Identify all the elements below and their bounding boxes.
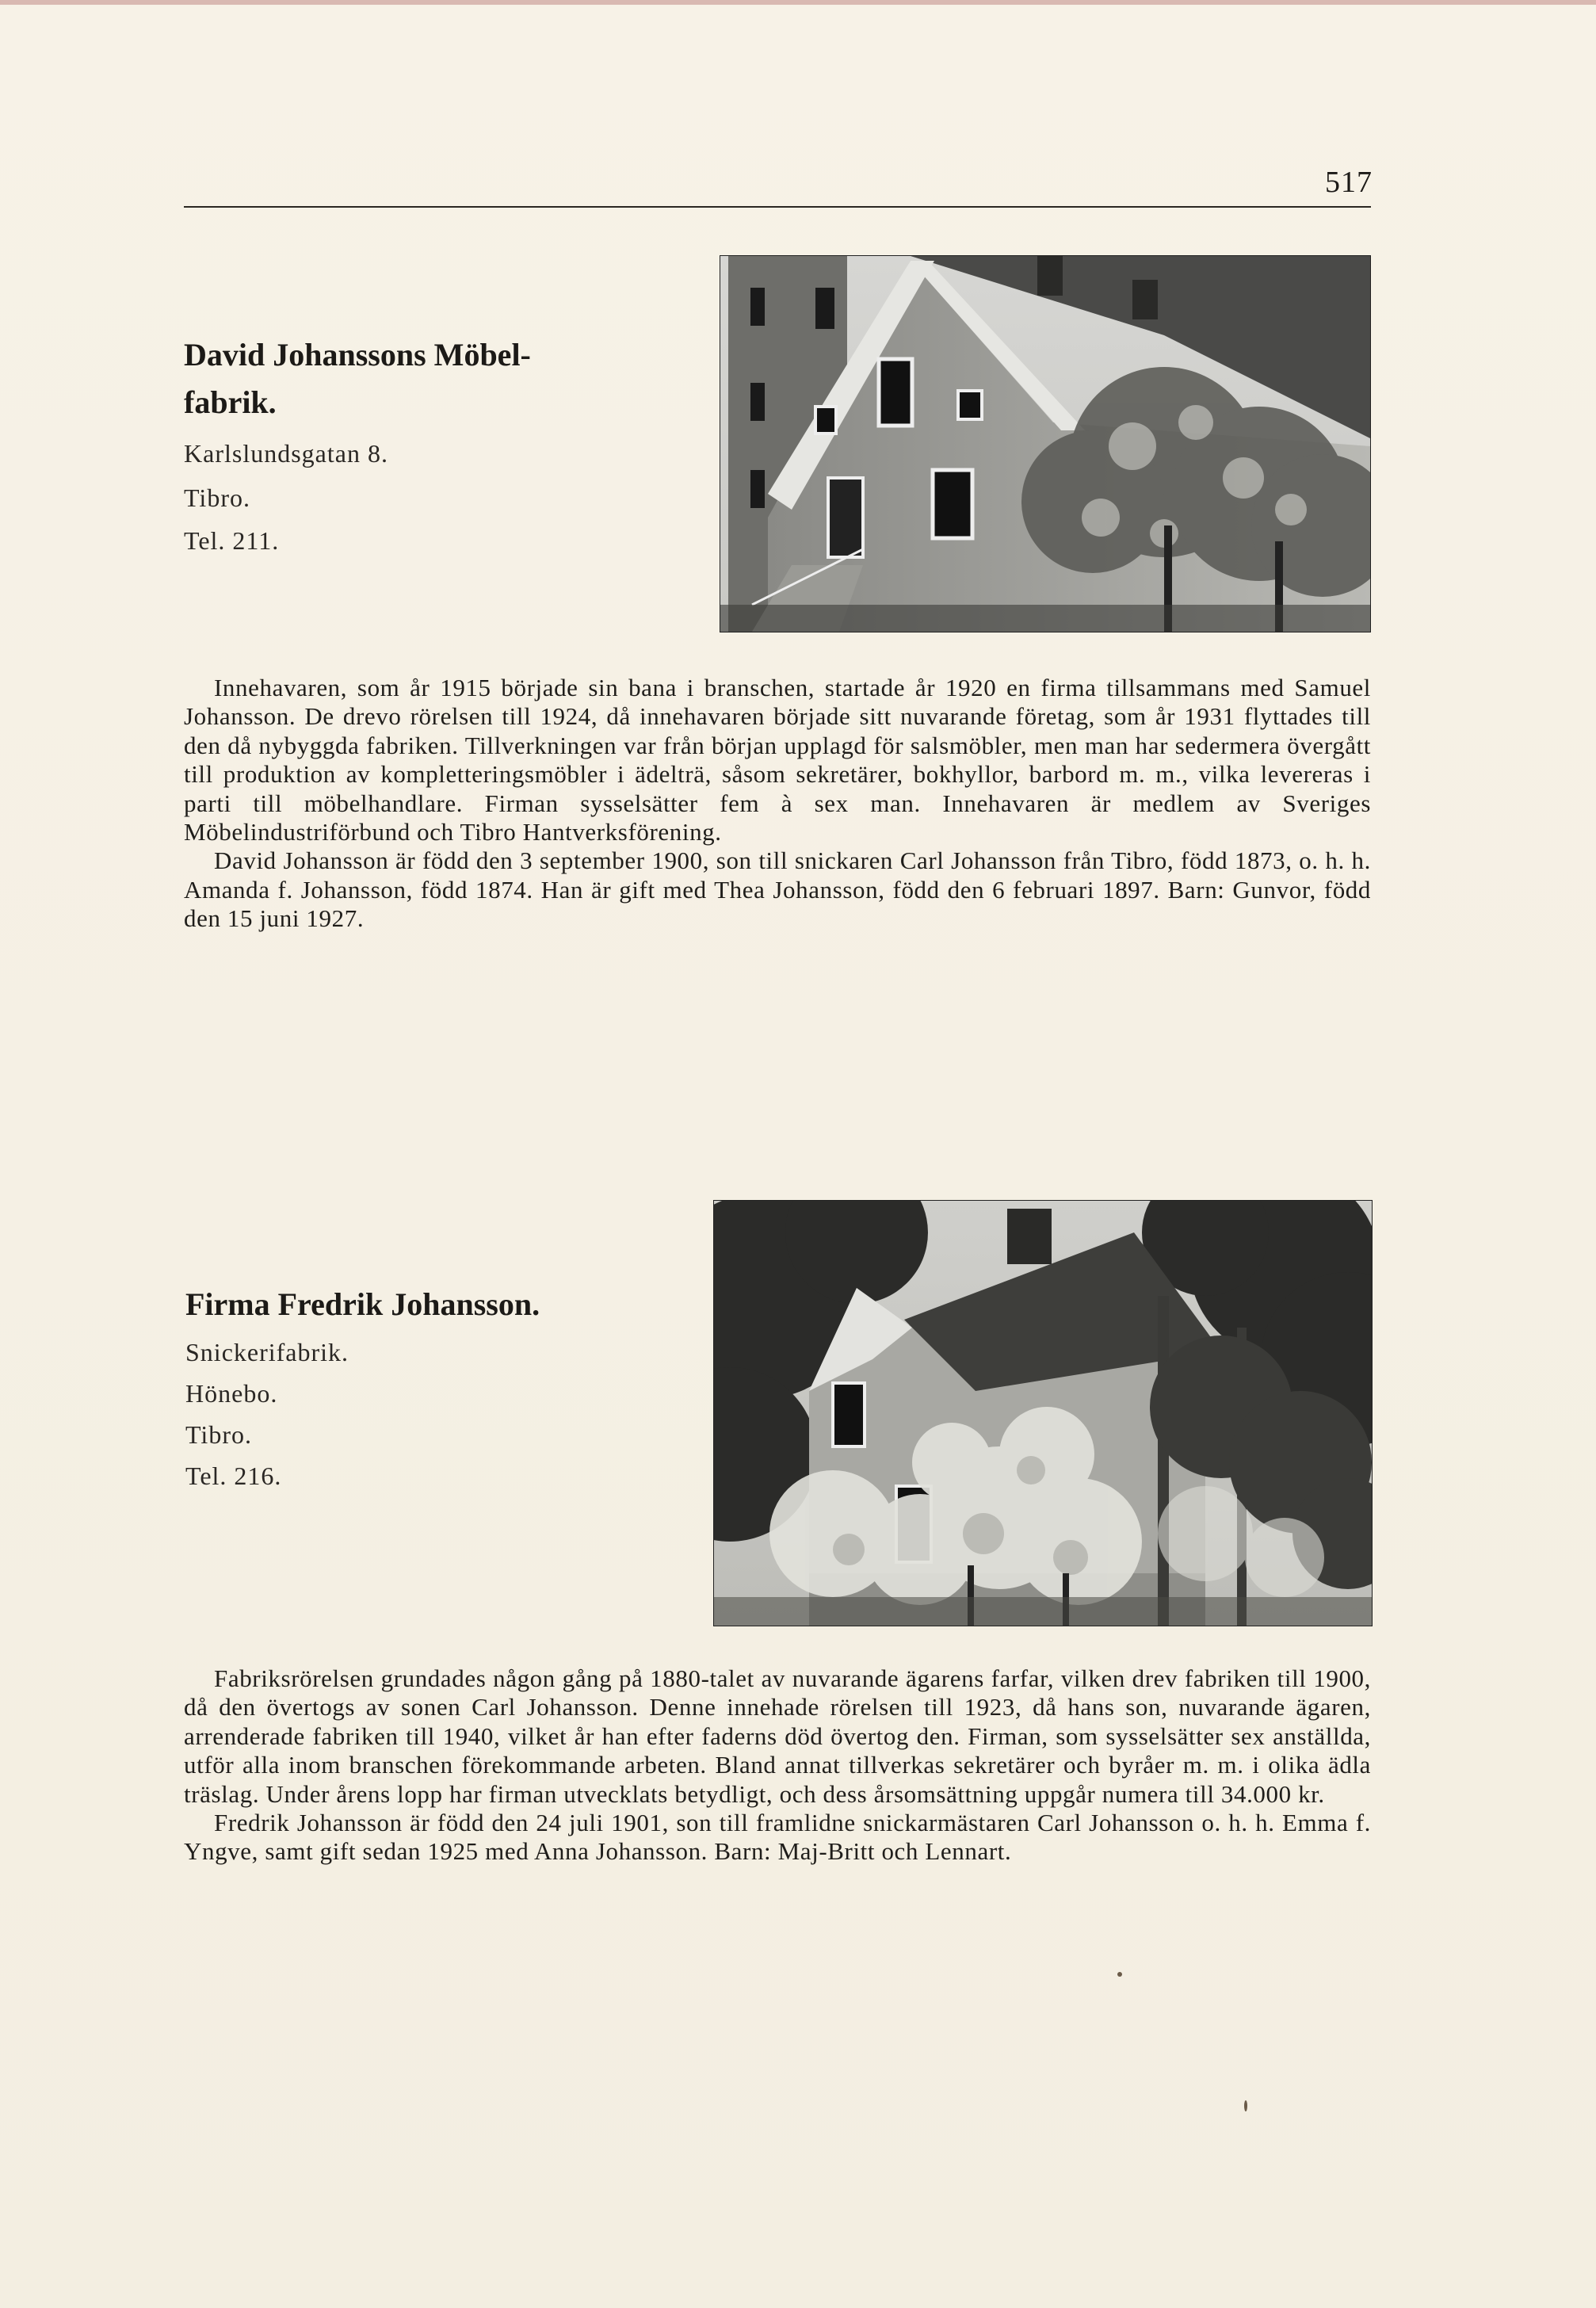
house-photo-icon xyxy=(720,256,1370,632)
factory-house-photo xyxy=(720,255,1371,632)
house-photo-icon xyxy=(714,1201,1372,1626)
page-number: 517 xyxy=(1325,166,1373,199)
entry-1-title-line-1: David Johanssons Möbel- xyxy=(184,337,531,373)
entry-2-paragraph-2: Fredrik Johansson är född den 24 juli 1901, son till framlidne snickarmästaren Carl Johansson o. h. h. Emma f. Yngve, samt gift sedan 1925 med Anna Johansson. Barn: Maj-Britt och Lennart. xyxy=(184,1809,1371,1866)
scan-speck xyxy=(1244,2100,1247,2111)
header-rule xyxy=(184,206,1371,208)
entry-2-body xyxy=(184,1664,1371,1867)
entry-2-address-line-2: Hönebo. xyxy=(185,1379,278,1408)
entry-2-title: Firma Fredrik Johansson. xyxy=(185,1286,540,1322)
page-top-edge xyxy=(0,0,1596,5)
entry-2-paragraph-1: Fabriksrörelsen grundades någon gång på 1880-talet av nuvarande ägarens farfar, vilken drev fabriken till 1900, då den övertogs av sonen Carl Johansson. Denne innehade rörelsen till 1923, då hans son, nuvarande ägaren, arrenderade fabriken till 1940, vilket år han efter faderns död övertog den. Firman, som sysselsätter sex anställda, utför alla inom branschen förekommande arbeten. Bland annat tillverkas sekretärer och byråer m. m. i olika ädla träslag. Under årens lopp har firman utvecklats betydligt, och dess årsomsättning uppgår numera till 34.000 kr. xyxy=(184,1664,1371,1808)
entry-1-body xyxy=(184,674,1371,934)
entry-1-paragraph-2: David Johansson är född den 3 september 1900, son till snickaren Carl Johansson från Tibro, född 1873, o. h. h. Amanda f. Johansson, född 1874. Han är gift med Thea Johansson, född den 6 februari 1897. Barn: Gunvor, född den 15 juni 1927. xyxy=(184,846,1371,933)
entry-2-address-line-1: Snickerifabrik. xyxy=(185,1338,349,1366)
entry-2-address-line-3: Tibro. xyxy=(185,1420,252,1449)
entry-1-address-street: Karlslundsgatan 8. xyxy=(184,439,388,468)
entry-1-paragraph-1: Innehavaren, som år 1915 började sin bana i branschen, startade år 1920 en firma tillsammans med Samuel Johansson. De drevo rörelsen till 1924, då innehavaren började sitt nuvarande företag, som år 1931 flyttades till den då nybyggda fabriken. Tillverkningen var från början upplagd för salsmöbler, men man har sedermera övergått till produktion av kompletteringsmöbler i ädelträ, såsom sekretärer, bokhyllor, barbord m. m., vilka levereras i parti till möbelhandlare. Firman sysselsätter fem à sex man. Innehavaren är medlem av Sveriges Möbelindustriförbund och Tibro Hantverksförening. xyxy=(184,674,1371,846)
workshop-house-photo xyxy=(713,1200,1373,1626)
entry-1-address-phone: Tel. 211. xyxy=(184,526,280,555)
scan-speck xyxy=(1117,1972,1122,1977)
entry-1-address-town: Tibro. xyxy=(184,483,250,512)
entry-1-title-line-2: fabrik. xyxy=(184,384,277,420)
entry-2-address-line-4: Tel. 216. xyxy=(185,1462,282,1490)
